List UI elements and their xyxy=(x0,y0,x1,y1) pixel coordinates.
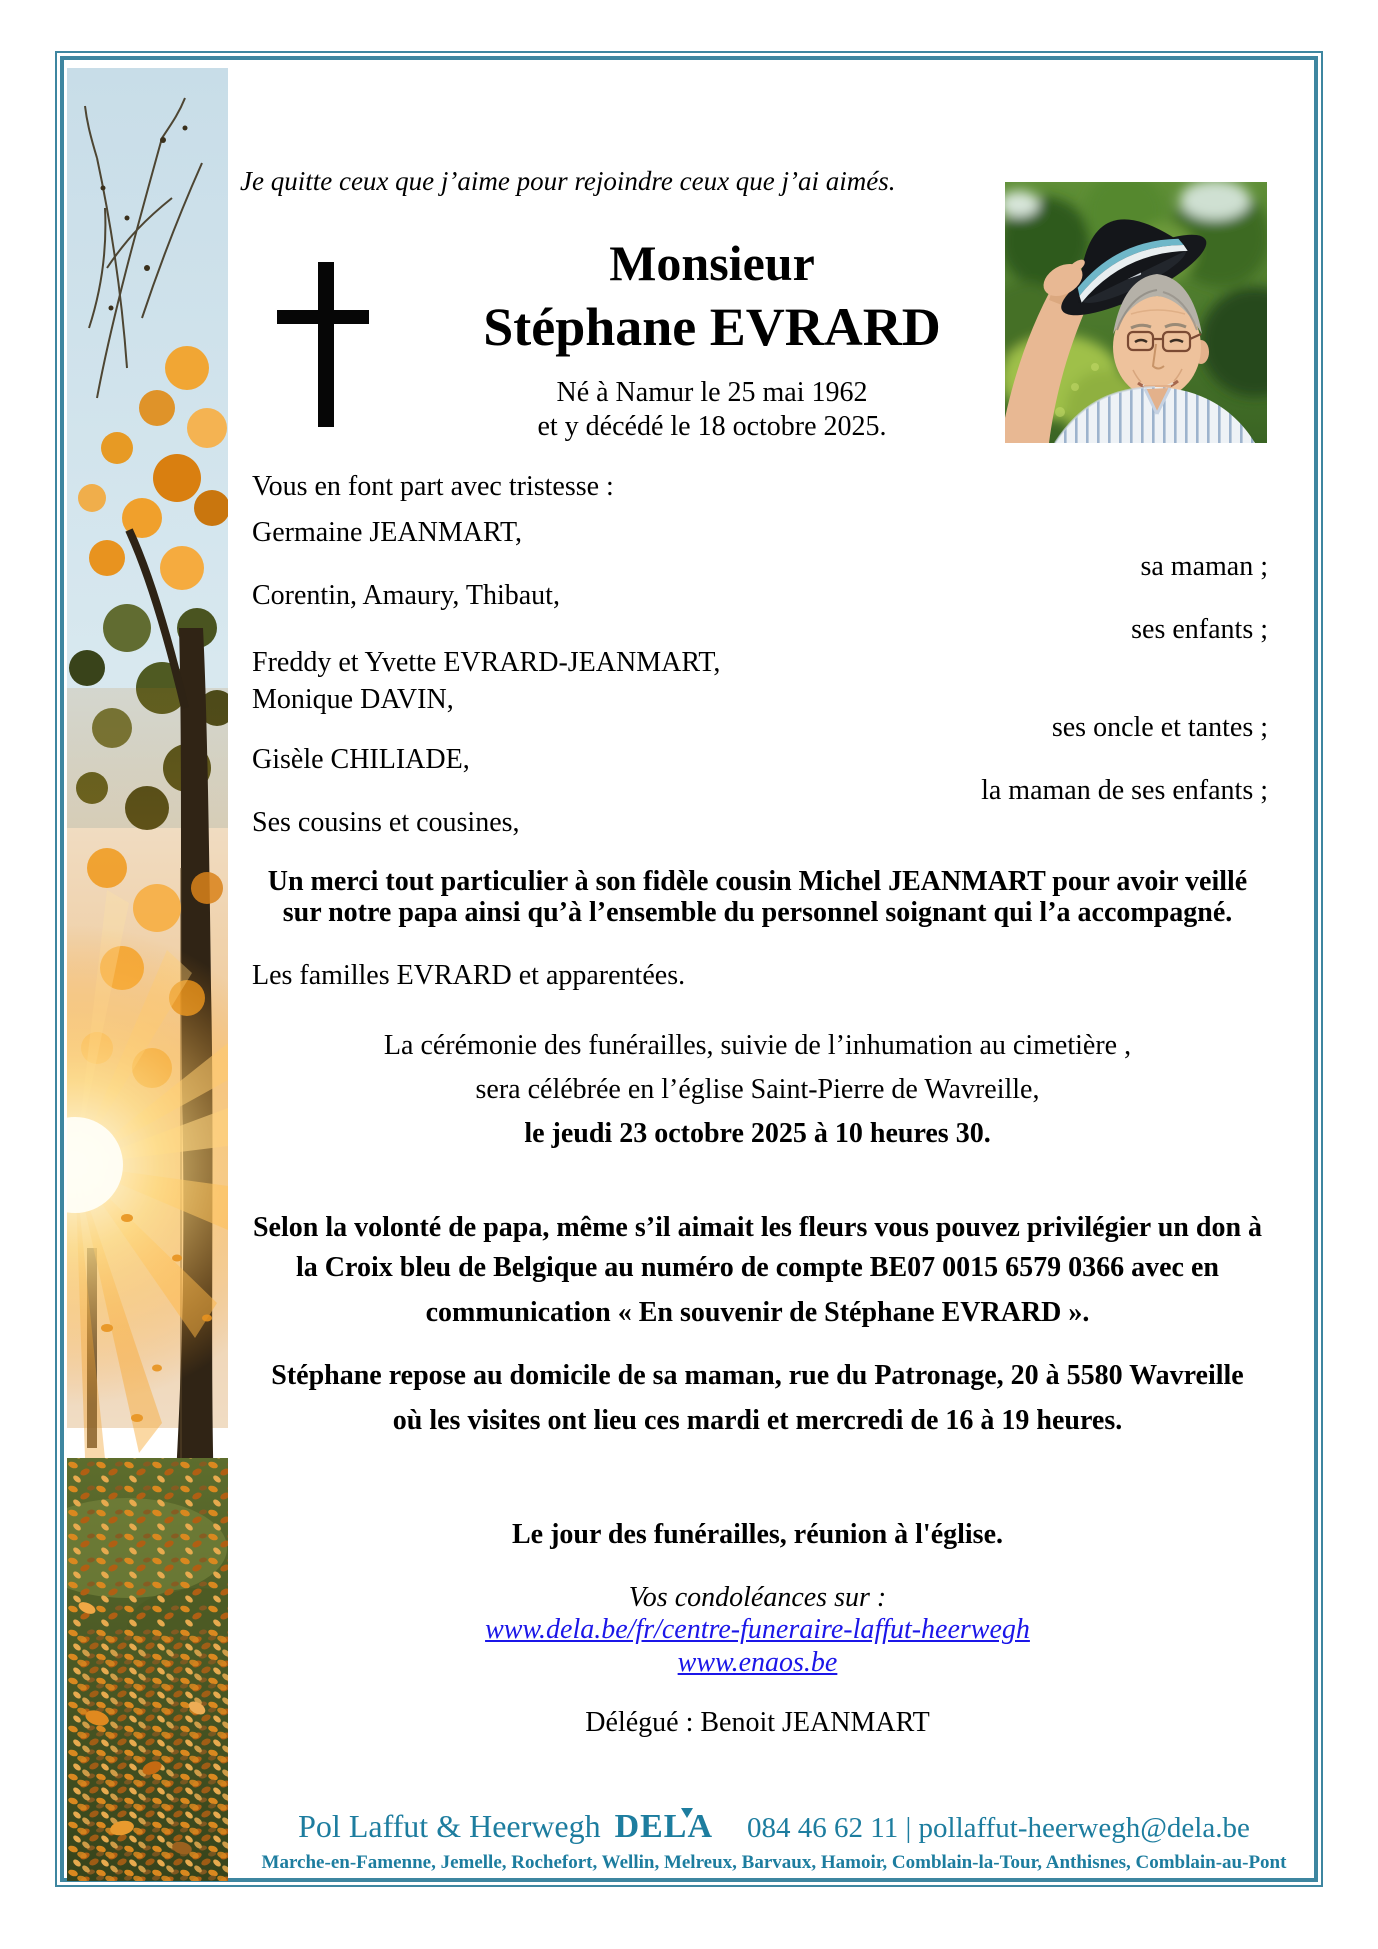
thanks-line: Un merci tout particulier à son fidèle cousin Michel JEANMART pour avoir veillé xyxy=(267,866,1248,897)
family-line: Freddy et Yvette EVRARD-JEANMART, xyxy=(252,647,721,678)
condolences-link-wrap xyxy=(250,1647,1265,1679)
death-line: et y décédé le 18 octobre 2025. xyxy=(537,410,887,442)
funeral-home-cities: Marche-en-Famenne, Jemelle, Rochefort, Wellin, Melreux, Barvaux, Hamoir, Comblain-la-Tour, Anthisnes, Comblain-au-Pont xyxy=(261,1852,1287,1873)
family-line: Gisèle CHILIADE, xyxy=(252,744,470,775)
relation-line: sa maman ; xyxy=(1140,551,1268,582)
repose-line: Stéphane repose au domicile de sa maman, rue du Patronage, 20 à 5580 Wavreille xyxy=(271,1360,1244,1391)
thanks-line: sur notre papa ainsi qu’à l’ensemble du personnel soignant qui l’a accompagné. xyxy=(282,897,1233,928)
funeral-home-contact: 084 46 62 11 | pollaffut-heerwegh@dela.be xyxy=(747,1812,1250,1844)
title-block xyxy=(330,235,1094,443)
ceremony-line: sera célébrée en l’église Saint-Pierre de Wavreille, xyxy=(475,1074,1040,1105)
ceremony-line: La cérémonie des funérailles, suivie de l’inhumation au cimetière , xyxy=(383,1030,1132,1061)
condolences-link-wrap xyxy=(250,1614,1265,1646)
funeral-day-line: Le jour des funérailles, réunion à l'église. xyxy=(511,1519,1004,1550)
funeral-home-name: Pol Laffut & Heerwegh xyxy=(298,1808,601,1844)
relation-line: la maman de ses enfants ; xyxy=(981,775,1268,806)
family-line: Corentin, Amaury, Thibaut, xyxy=(252,580,560,611)
family-line: Ses cousins et cousines, xyxy=(252,807,520,838)
autumn-photo-strip xyxy=(67,68,228,1881)
announcement-intro: Vous en font part avec tristesse : xyxy=(252,471,614,502)
delegate-line: Délégué : Benoit JEANMART xyxy=(585,1707,930,1738)
family-line: Monique DAVIN, xyxy=(252,684,454,715)
repose-line: où les visites ont lieu ces mardi et mercredi de 16 à 19 heures. xyxy=(392,1405,1123,1436)
donation-line: la Croix bleu de Belgique au numéro de compte BE07 0015 6579 0366 avec en xyxy=(296,1252,1219,1283)
families-line: Les familles EVRARD et apparentées. xyxy=(252,960,686,991)
donation-line: Selon la volonté de papa, même s’il aimait les fleurs vous pouvez privilégier un don à xyxy=(252,1212,1263,1243)
funeral-home-header xyxy=(250,1808,1298,1846)
deceased-name: Stéphane EVRARD xyxy=(483,297,941,357)
relation-line: ses oncle et tantes ; xyxy=(1051,712,1268,743)
birth-line: Né à Namur le 25 mai 1962 xyxy=(556,377,868,408)
dela-logo: DELA xyxy=(614,1808,714,1845)
donation-line: communication « En souvenir de Stéphane EVRARD ». xyxy=(425,1297,1090,1328)
autumn-tree-illustration xyxy=(67,68,228,1881)
ceremony-date-line: le jeudi 23 octobre 2025 à 10 heures 30. xyxy=(524,1118,991,1149)
dela-logo-mark-icon xyxy=(681,1808,693,1818)
memorial-quote: Je quitte ceux que j’aime pour rejoindre ceux que j’ai aimés. xyxy=(240,166,896,196)
condolences-label: Vos condoléances sur : xyxy=(628,1582,887,1613)
family-line: Germaine JEANMART, xyxy=(252,517,522,548)
condolences-link-enaos[interactable]: www.enaos.be xyxy=(677,1647,838,1678)
condolences-link-dela[interactable]: www.dela.be/fr/centre-funeraire-laffut-heerwegh xyxy=(485,1614,1030,1645)
relation-line: ses enfants ; xyxy=(1131,614,1268,645)
title-honorific: Monsieur xyxy=(609,235,815,291)
